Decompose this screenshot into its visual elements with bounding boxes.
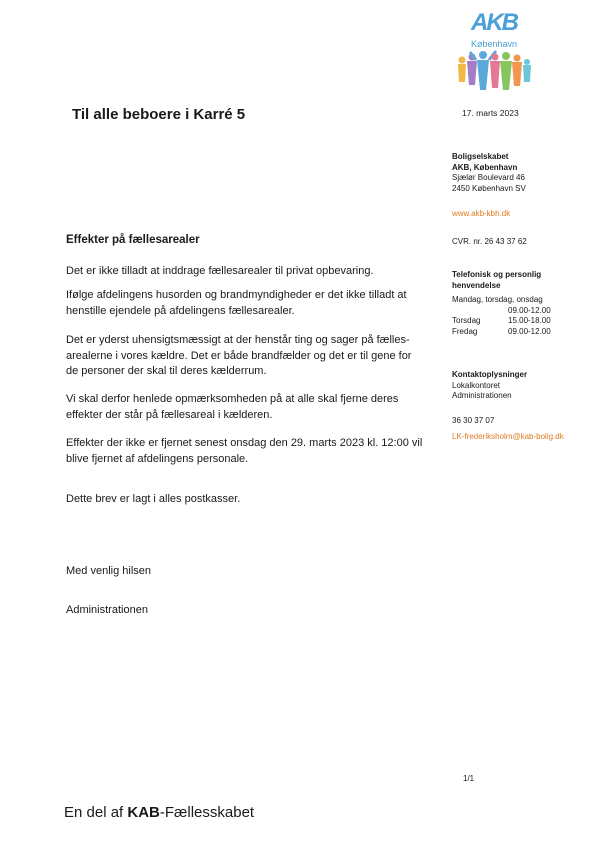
body-paragraph: Det er yderst uhensigtsmæssigt at der henstår ting og sager på fælles-arealerne i vores kældre. Det er både brandfælder og det er til gene for de personer der skal til deres kælderrum. (66, 334, 412, 377)
contact-info (452, 370, 527, 402)
hours-row (452, 306, 582, 317)
body-paragraph: Det er ikke tilladt at inddrage fællesarealer til privat opbevaring. (66, 265, 374, 277)
body-paragraph: Effekter der ikke er fjernet senest onsdag den 29. marts 2023 kl. 12:00 vil blive fjernet af afdelingens personale. (66, 437, 423, 465)
contact-line-1: Lokalkontoret (452, 380, 501, 390)
phone-heading-2: henvendelse (452, 280, 501, 290)
website-link[interactable]: www.akb-kbh.dk (452, 209, 511, 218)
recipient-heading: Til alle beboere i Karré 5 (72, 106, 246, 123)
contact-heading: Kontaktoplysninger (452, 370, 528, 379)
footer-suffix: -Fællesskabet (159, 804, 255, 821)
hours-days: Fredag (452, 326, 478, 336)
org-title: Boligselskabet (452, 152, 509, 161)
cvr-number: CVR. nr. 26 43 37 62 (452, 237, 527, 246)
signature: Administrationen (66, 604, 148, 616)
address-line-2: 2450 København SV (452, 183, 526, 193)
letter-subject: Effekter på fællesarealer (66, 234, 200, 246)
contact-line-2: Administrationen (452, 391, 512, 400)
hours-time: 09.00-12.00 (508, 326, 551, 336)
hours-time: 09.00-12.00 (508, 305, 551, 315)
logo-text (452, 10, 536, 49)
letter-date: 17. marts 2023 (462, 108, 519, 118)
address-line-1: Sjælør Boulevard 46 (452, 173, 525, 182)
page-number: 1/1 (463, 774, 475, 783)
hours-row (452, 316, 582, 327)
contact-phone: 36 30 37 07 (452, 416, 495, 425)
logo-city: København (470, 39, 518, 49)
closing-greeting: Med venlig hilsen (66, 565, 151, 577)
hours-days: Torsdag (452, 316, 481, 325)
hours-row (452, 295, 582, 306)
hours-days: Mandag, torsdag, onsdag (452, 295, 543, 304)
contact-email-link[interactable]: LK-frederiksholm@kab-bolig.dk (452, 432, 564, 441)
phone-heading-1: Telefonisk og personlig (452, 270, 542, 279)
logo-main: AKB (471, 9, 517, 36)
opening-hours (452, 270, 582, 337)
body-paragraph: Dette brev er lagt i alles postkasser. (66, 493, 241, 505)
footer-prefix: En del af (64, 804, 124, 821)
footer-brand: KAB (127, 804, 160, 821)
hours-time: 15.00-18.00 (508, 316, 551, 325)
hours-row (452, 327, 582, 338)
body-paragraph: Vi skal derfor henlede opmærksomheden på at alle skal fjerne deres effekter der står på fællesareal i kælderen. (66, 393, 399, 421)
org-name: AKB, København (452, 162, 518, 172)
sender-address (452, 152, 526, 194)
body-paragraph: Ifølge afdelingens husorden og brandmyndigheder er det ikke tilladt at henstille ejendele på afdelingens fællesarealer. (66, 289, 407, 317)
footer-tagline (64, 804, 254, 821)
